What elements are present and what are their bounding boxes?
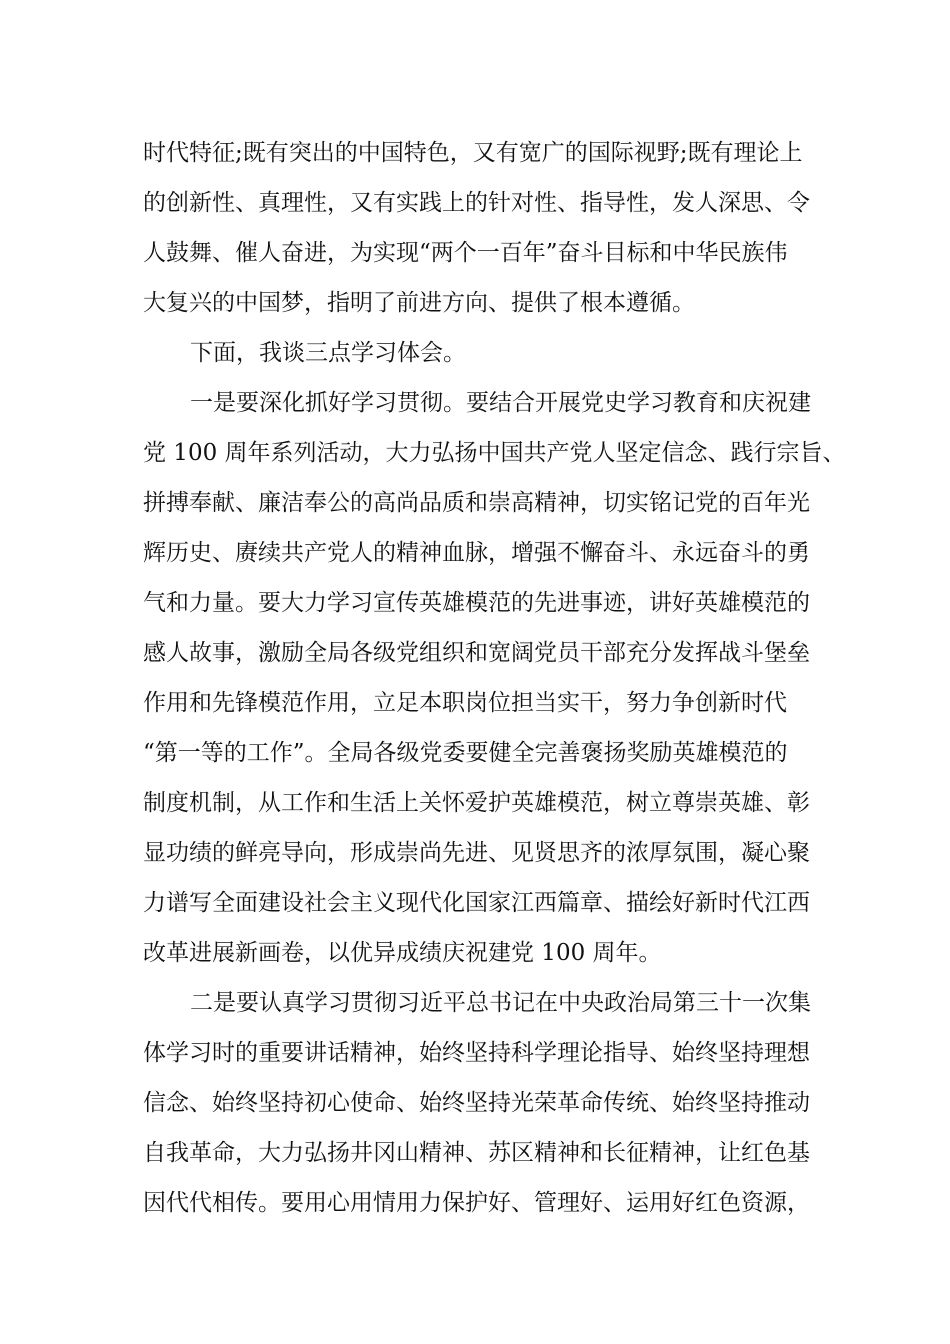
text-line: 党 100 周年系列活动，大力弘扬中国共产党人坚定信念、践行宗旨、 <box>143 440 846 466</box>
paragraph-start-line: 下面，我谈三点学习体会。 <box>190 340 466 366</box>
text-line: 感人故事，激励全局各级党组织和宽阔党员干部充分发挥战斗堡垒 <box>143 640 810 666</box>
text-line: 自我革命，大力弘扬井冈山精神、苏区精神和长征精神，让红色基 <box>143 1140 810 1166</box>
text-line: 辉历史、赓续共产党人的精神血脉，增强不懈奋斗、永远奋斗的勇 <box>143 540 810 566</box>
paragraph-start-line: 一是要深化抓好学习贯彻。要结合开展党史学习教育和庆祝建 <box>190 390 811 416</box>
text-line: 时代特征;既有突出的中国特色，又有宽广的国际视野;既有理论上 <box>143 140 803 166</box>
text-line: 人鼓舞、催人奋进，为实现“两个一百年”奋斗目标和中华民族伟 <box>143 240 788 266</box>
text-line: 因代代相传。要用心用情用力保护好、管理好、运用好红色资源， <box>143 1190 810 1216</box>
text-line: 力谱写全面建设社会主义现代化国家江西篇章、描绘好新时代江西 <box>143 890 810 916</box>
paragraph-start-line: 二是要认真学习贯彻习近平总书记在中央政治局第三十一次集 <box>190 990 811 1016</box>
text-line: 的创新性、真理性，又有实践上的针对性、指导性，发人深思、令 <box>143 190 810 216</box>
text-line: 体学习时的重要讲话精神，始终坚持科学理论指导、始终坚持理想 <box>143 1040 810 1066</box>
text-line: 信念、始终坚持初心使命、始终坚持光荣革命传统、始终坚持推动 <box>143 1090 810 1116</box>
text-line: 制度机制，从工作和生活上关怀爱护英雄模范，树立尊崇英雄、彰 <box>143 790 810 816</box>
text-line: 大复兴的中国梦，指明了前进方向、提供了根本遵循。 <box>143 290 695 316</box>
text-line: 改革进展新画卷，以优异成绩庆祝建党 100 周年。 <box>143 940 662 966</box>
text-line: 气和力量。要大力学习宣传英雄模范的先进事迹，讲好英雄模范的 <box>143 590 810 616</box>
text-line: 显功绩的鲜亮导向，形成崇尚先进、见贤思齐的浓厚氛围，凝心聚 <box>143 840 810 866</box>
text-line: 作用和先锋模范作用，立足本职岗位担当实干，努力争创新时代 <box>143 690 787 716</box>
text-line: “第一等的工作”。全局各级党委要健全完善褒扬奖励英雄模范的 <box>143 740 788 766</box>
body-text <box>143 128 846 1228</box>
text-line: 拼搏奉献、廉洁奉公的高尚品质和崇高精神，切实铭记党的百年光 <box>143 490 810 516</box>
